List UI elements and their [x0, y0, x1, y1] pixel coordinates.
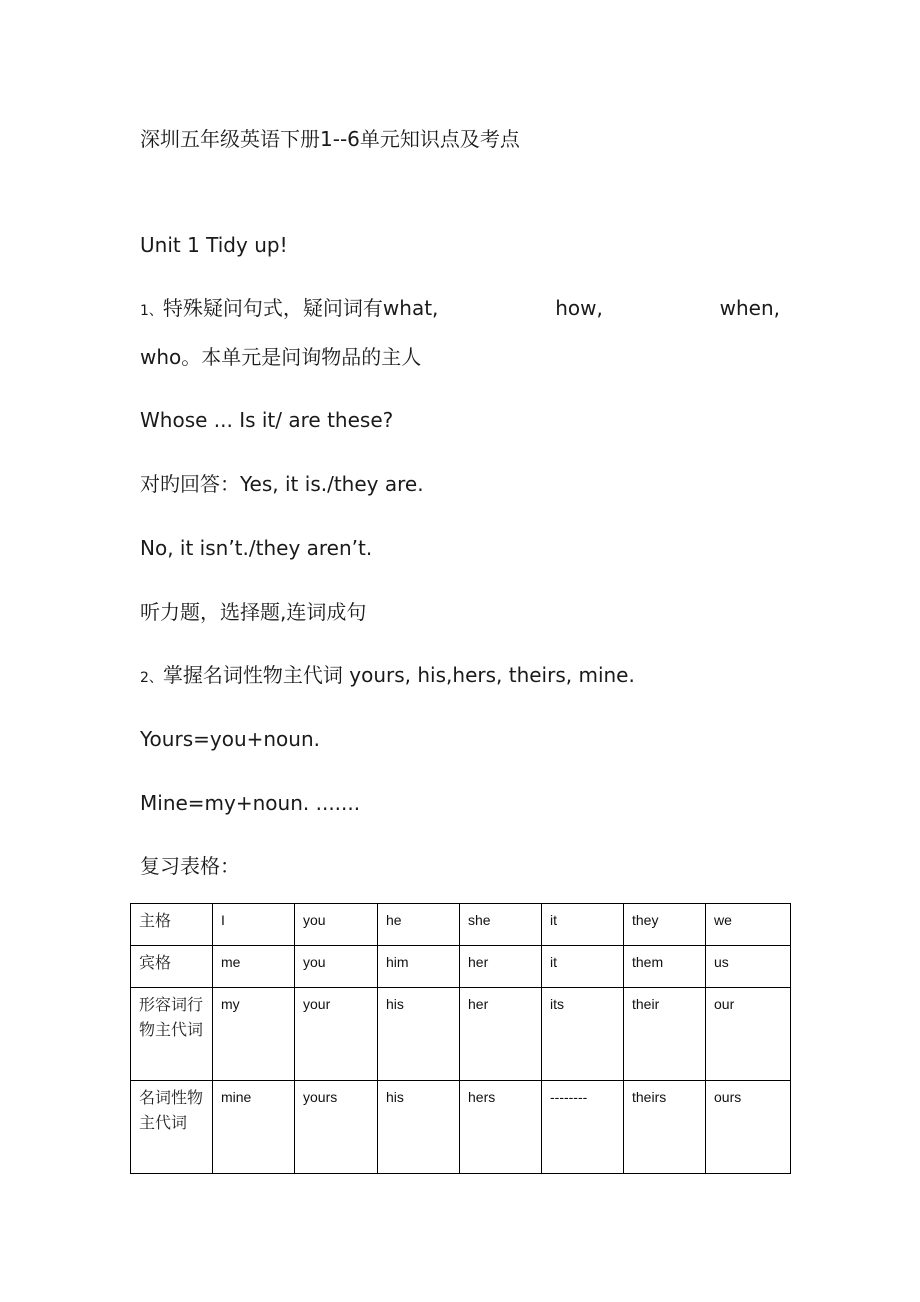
table-cell: us [706, 946, 791, 988]
point2-text: 掌握名词性物主代词 yours, his,hers, theirs, mine. [162, 663, 635, 687]
table-row-object [131, 946, 791, 988]
table-cell: we [706, 904, 791, 946]
table-cell: his [378, 1081, 460, 1174]
table-cell: our [706, 988, 791, 1081]
row-header-cell: 宾格 [131, 946, 213, 988]
point1-word-how: how, [555, 296, 603, 320]
table-row-noun-possessive [131, 1081, 791, 1174]
table-cell: her [460, 946, 542, 988]
table-cell: -------- [542, 1081, 624, 1174]
table-row-subject [131, 904, 791, 946]
table-cell: he [378, 904, 460, 946]
point1-number: 1 [140, 303, 149, 319]
table-cell: them [624, 946, 706, 988]
table-cell: it [542, 946, 624, 988]
point2-line [140, 662, 635, 691]
table-cell: their [624, 988, 706, 1081]
table-cell: me [213, 946, 295, 988]
row-header-cell: 名词性物主代词 [131, 1081, 213, 1174]
table-cell: they [624, 904, 706, 946]
table-cell: hers [460, 1081, 542, 1174]
point1-continuation: who。本单元是问询物品的主人 [140, 345, 422, 369]
table-cell: you [295, 946, 378, 988]
table-caption: 复习表格： [140, 854, 240, 878]
table-cell: your [295, 988, 378, 1081]
positive-answer-text: Yes, it is./they are. [240, 472, 424, 496]
point1-line [140, 295, 780, 324]
rule-mine: Mine=my+noun. ....... [140, 791, 361, 815]
table-cell: yours [295, 1081, 378, 1174]
page-title: 深圳五年级英语下册1--6单元知识点及考点 [140, 127, 520, 151]
positive-answer-label: 对旳回答： [140, 472, 240, 496]
table-row-adjective-possessive [131, 988, 791, 1081]
table-cell: his [378, 988, 460, 1081]
point2-sep: 、 [148, 670, 163, 686]
table-cell: ours [706, 1081, 791, 1174]
point1-lead [140, 295, 438, 324]
pattern-line: Whose ... Is it/ are these? [140, 408, 394, 432]
point1-text: 特殊疑问句式，疑问词有what, [162, 296, 439, 320]
table-cell: her [460, 988, 542, 1081]
row-header-cell: 形容词行物主代词 [131, 988, 213, 1081]
point1-sep: 、 [148, 303, 163, 319]
table-cell: mine [213, 1081, 295, 1174]
point2-number: 2 [140, 670, 149, 686]
table-cell: it [542, 904, 624, 946]
table-cell: theirs [624, 1081, 706, 1174]
rule-yours: Yours=you+noun. [140, 727, 320, 751]
table-cell: she [460, 904, 542, 946]
positive-answer-line [140, 471, 424, 497]
exam-types-line: 听力题，选择题,连词成句 [140, 600, 367, 624]
table-cell: I [213, 904, 295, 946]
table-cell: you [295, 904, 378, 946]
table-cell: its [542, 988, 624, 1081]
pronoun-review-table [130, 903, 791, 1174]
row-header-cell: 主格 [131, 904, 213, 946]
table-cell: my [213, 988, 295, 1081]
point1-word-when: when, [719, 296, 780, 320]
table-cell: him [378, 946, 460, 988]
negative-answer-line: No, it isn’t./they aren’t. [140, 536, 373, 560]
unit-heading: Unit 1 Tidy up! [140, 233, 288, 257]
